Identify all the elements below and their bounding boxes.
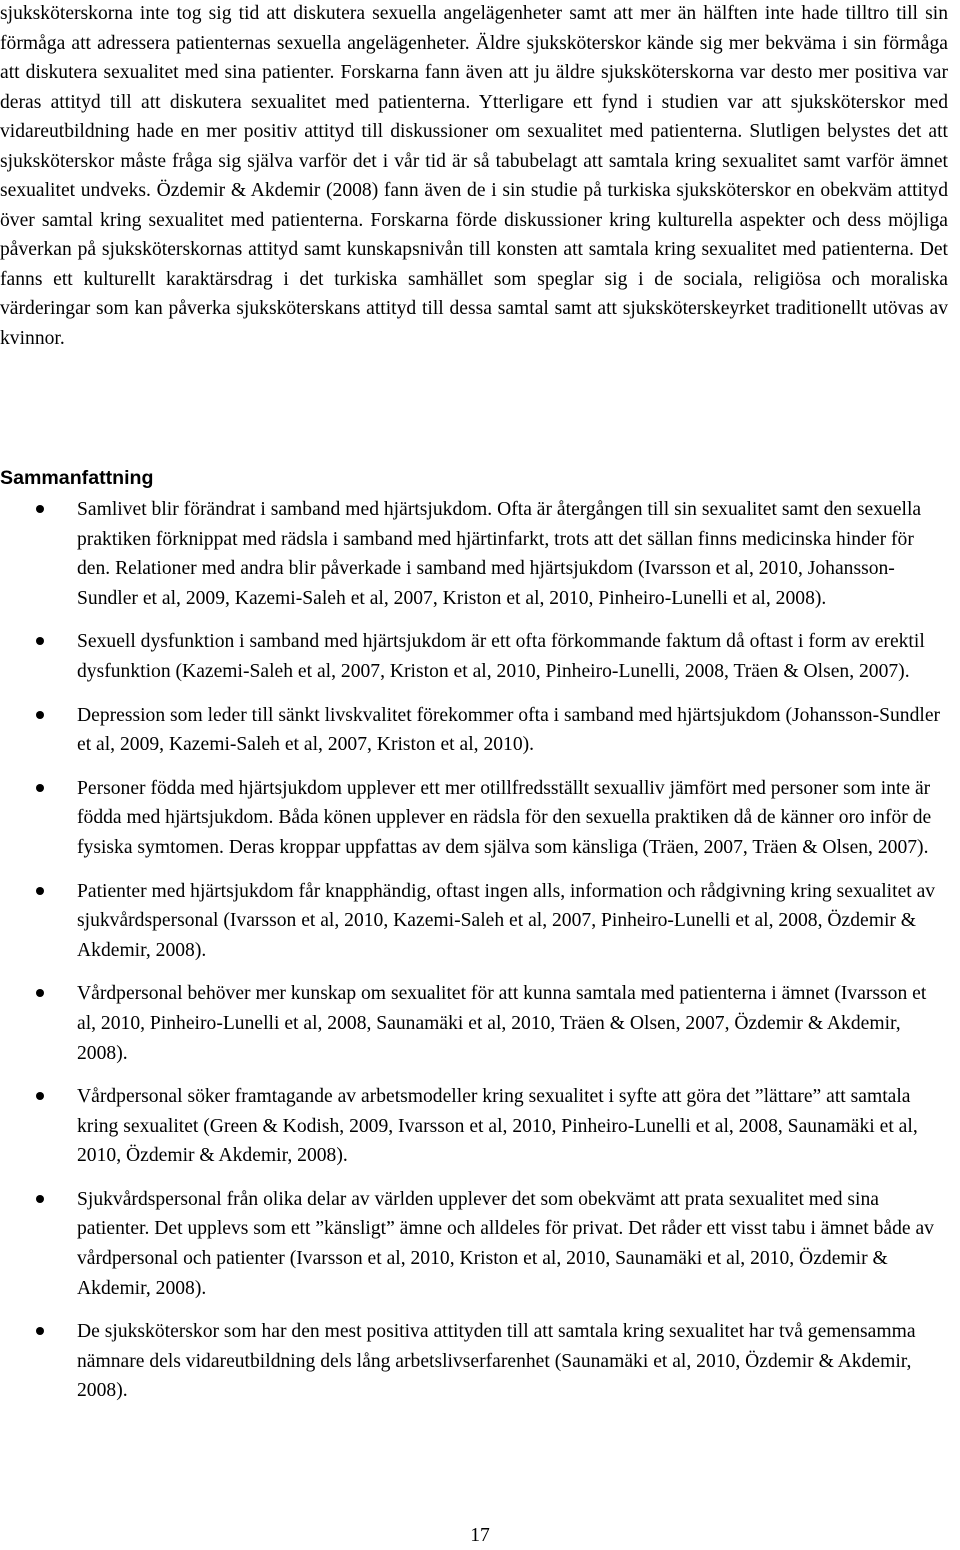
bullet-icon [36,1327,44,1335]
bullet-item [0,701,948,760]
bullet-item [0,774,948,863]
bullet-text: Patienter med hjärtsjukdom får knapphändig, oftast ingen alls, information och rådgivning kring sexualitet av sjukvårdspersonal (Ivarsson et al, 2010, Kazemi-Saleh et al, 2007, Pinheiro-Lunelli et al, 2008, Özdemir & Akdemir, 2008). [77,880,936,961]
bullet-text: De sjuksköterskor som har den mest positiva attityden till att samtala kring sexualitet har två gemensamma nämnare dels vidareutbildning dels lång arbetslivserfarenhet (Saunamäki et al, 2010, Özdemir & Akdemir, 2008). [77,1321,916,1402]
bullet-text: Vårdpersonal söker framtagande av arbetsmodeller kring sexualitet i syfte att göra det ”lättare” att samtala kring sexualitet (Green & Kodish, 2009, Ivarsson et al, 2010, Pinheiro-Lunelli et al, 2008, Saunamäki et al, 2010, Özdemir & Akdemir, 2008). [77,1086,918,1167]
bullet-icon [36,784,44,792]
section-heading: Sammanfattning [0,467,154,489]
bullet-item [0,877,948,966]
bullet-text: Samlivet blir förändrat i samband med hjärtsjukdom. Ofta är återgången till sin sexualitet samt den sexuella praktiken förknippat med rädsla i samband med hjärtinfarkt, trots att det sällan finns medicinska hinder för den. Relationer med andra blir påverkade i samband med hjärtsjukdom (Ivarsson et al, 2010, Johansson-Sundler et al, 2009, Kazemi-Saleh et al, 2007, Kriston et al, 2010, Pinheiro-Lunelli et al, 2008). [77,499,922,609]
body-paragraph: sjuksköterskorna inte tog sig tid att diskutera sexuella angelägenheter samt att mer än hälften inte hade tilltro till sin förmåga att adressera patienternas sexuella angelägenheter. Äldre sjuksköterskor kände sig mer bekväma i sin förmåga att diskutera sexualitet med sina patienter. Forskarna fann även att ju äldre sjuksköterskorna var desto mer positiva var deras attityd till att diskutera sexualitet med patienterna. Ytterligare ett fynd i studien var att sjuksköterskor med vidareutbildning hade en mer positiv attityd till diskussioner om sexualitet med patienterna. Slutligen belystes det att sjuksköterskor måste fråga sig själva varför det i vår tid är så tabubelagt att samtala kring sexualitet samt varför ämnet sexualitet undveks. Özdemir & Akdemir (2008) fann även de i sin studie på turkiska sjuksköterskor en obekväm attityd över samtal kring sexualitet med patienterna. Forskarna förde diskussioner kring kulturella aspekter och dess möjliga påverkan på sjuksköterskornas attityd samt kunskapsnivån till konsten att samtala kring sexualitet med patienterna. Det fanns ett kulturellt karaktärsdrag i det turkiska samhället som speglar sig i de sociala, religiösa och moraliska värderingar som kan påverka sjuksköterskans attityd till dessa samtal samt att sjuksköterskeyrket traditionellt utövas av kvinnor. [0,3,948,349]
page-number: 17 [470,1525,490,1546]
bullet-icon [36,887,44,895]
bullet-icon [36,989,44,997]
bullet-text: Personer födda med hjärtsjukdom upplever ett mer otillfredsställt sexualliv jämfört med personer som inte är födda med hjärtsjukdom. Båda könen upplever en rädsla för den sexuella praktiken då de känner oro inför de fysiska symtomen. Deras kroppar uppfattas av dem själva som känsliga (Träen, 2007, Träen & Olsen, 2007). [77,777,932,858]
bullet-icon [36,711,44,719]
bullet-text: Sexuell dysfunktion i samband med hjärtsjukdom är ett ofta förkommande faktum då oftast i form av erektil dysfunktion (Kazemi-Saleh et al, 2007, Kriston et al, 2010, Pinheiro-Lunelli, 2008, Träen & Olsen, 2007). [77,631,925,682]
bullet-text: Depression som leder till sänkt livskvalitet förekommer ofta i samband med hjärtsjukdom (Johansson-Sundler et al, 2009, Kazemi-Saleh et al, 2007, Kriston et al, 2010). [77,704,941,756]
bullet-item [0,627,948,686]
bullet-item [0,495,948,613]
bullet-item [0,1185,948,1303]
bullet-item [0,1317,948,1406]
bullet-icon [36,1092,44,1100]
summary-bullet-list [0,495,948,1420]
bullet-item [0,1082,948,1171]
bullet-text: Sjukvårdspersonal från olika delar av världen upplever det som obekvämt att prata sexualitet med sina patienter. Det upplevs som ett ”känsligt” ämne och alldeles för privat. Det råder ett visst tabu i ämnet både av vårdpersonal och patienter (Ivarsson et al, 2010, Kriston et al, 2010, Saunamäki et al, 2010, Özdemir & Akdemir, 2008). [77,1188,934,1299]
bullet-text: Vårdpersonal behöver mer kunskap om sexualitet för att kunna samtala med patienterna i ämnet (Ivarsson et al, 2010, Pinheiro-Lunelli et al, 2008, Saunamäki et al, 2010, Träen & Olsen, 2007, Özdemir & Akdemir, 2008). [77,983,927,1064]
bullet-icon [36,505,44,513]
bullet-icon [36,1195,44,1203]
bullet-icon [36,637,44,645]
bullet-item [0,979,948,1068]
